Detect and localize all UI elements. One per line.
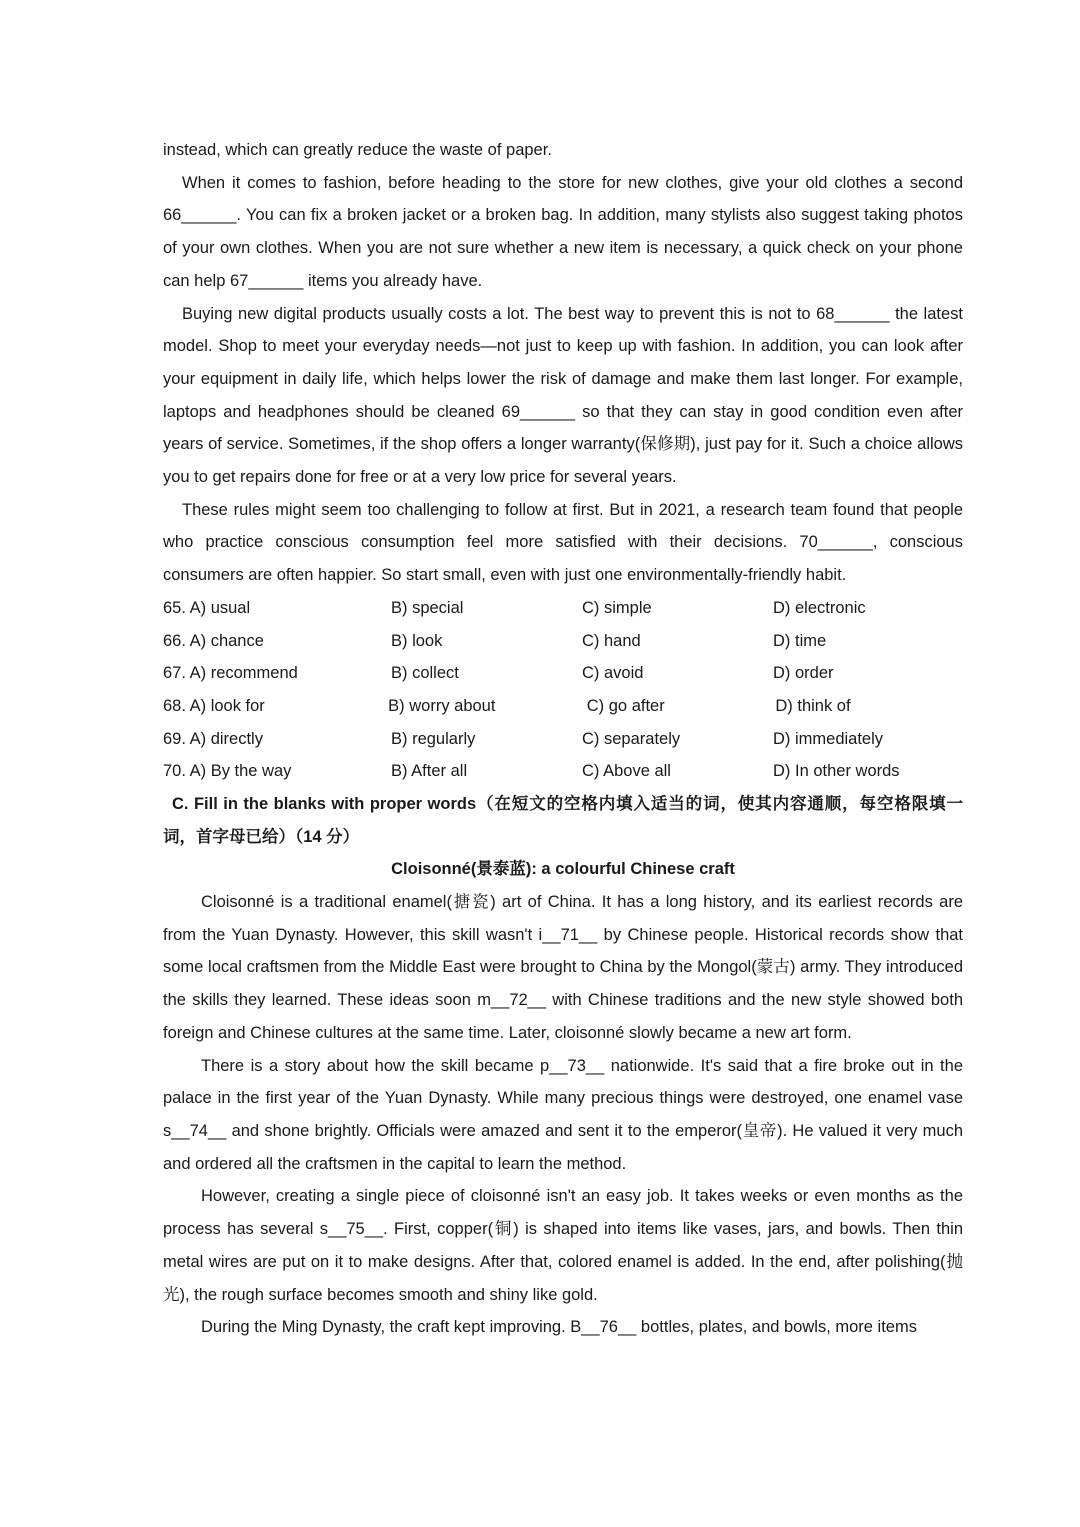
paragraph-story: There is a story about how the skill became p__73__ nationwide. It's said that a fire broke out in the palace in the first year of the Yuan Dynasty. While many precious things were destroyed, one enamel vase s__74__ and shone brightly. Officials were amazed and sent it to the emperor(皇帝). He valued it very much and ordered all the craftsmen in the capital to learn the method. [163,1056,963,1173]
paragraph-ming-dynasty: During the Ming Dynasty, the craft kept improving. B__76__ bottles, plates, and bowls, more items [201,1318,917,1337]
option-b: B) collect [391,664,459,683]
option-row-70 [163,755,963,788]
option-a: 66. A) chance [163,631,264,650]
option-row-65 [163,592,963,625]
option-c: C) separately [582,729,681,748]
option-d: D) electronic [773,598,866,617]
option-b: B) worry about [388,696,496,715]
answer-options [163,592,963,788]
document-body [163,134,963,1344]
option-row-68 [163,690,963,723]
option-a: 70. A) By the way [163,762,292,781]
option-d: D) think of [775,696,851,715]
option-c: C) hand [582,631,641,650]
paragraph-process: However, creating a single piece of cloisonné isn't an easy job. It takes weeks or even months as the process has several s__75__. First, copper(铜) is shaped into items like vases, jars, and bowls. Then thin metal wires are put on it to make designs. After that, colored enamel is added. In the end, after polishing(抛光), the rough surface becomes smooth and shiny like gold. [163,1187,963,1304]
paragraph-history: Cloisonné is a traditional enamel(搪瓷) art of China. It has a long history, and its earliest records are from the Yuan Dynasty. However, this skill wasn't i__71__ by Chinese people. Historical records show that some local craftsmen from the Middle East were brought to China by the Mongol(蒙古) army. They introduced the skills they learned. These ideas soon m__72__ with Chinese traditions and the new style showed both foreign and Chinese cultures at the same time. Later, cloisonné slowly became a new art form. [163,893,963,1042]
option-row-69 [163,723,963,756]
option-c: C) go after [586,696,665,715]
option-c: C) avoid [582,664,644,683]
paragraph-fashion: When it comes to fashion, before heading to the store for new clothes, give your old clothes a second 66______. You can fix a broken jacket or a broken bag. In addition, many stylists also suggest taking photos of your own clothes. When you are not sure whether a new item is necessary, a quick check on your phone can help 67______ items you already have. [163,173,963,290]
option-d: D) In other words [773,762,900,781]
passage-title: Cloisonné(景泰蓝): a colourful Chinese craft [391,860,735,879]
option-a: 69. A) directly [163,729,263,748]
option-row-66 [163,625,963,658]
option-a: 67. A) recommend [163,664,298,683]
option-b: B) regularly [391,729,476,748]
option-c: C) simple [582,598,652,617]
option-a: 68. A) look for [163,696,265,715]
option-d: D) time [773,631,827,650]
paragraph-continuation: instead, which can greatly reduce the waste of paper. [163,141,552,159]
section-c-heading: C. Fill in the blanks with proper words（在短文的空格内填入适当的词，使其内容通顺，每空格限填一词，首字母已给）（14 分） [163,794,963,846]
option-b: B) look [391,631,443,650]
option-d: D) order [773,664,834,683]
option-a: 65. A) usual [163,598,251,617]
option-c: C) Above all [582,762,671,781]
paragraph-digital-products: Buying new digital products usually costs a lot. The best way to prevent this is not to 68______ the latest model. Shop to meet your everyday needs—not just to keep up with fashion. In addition, you can look after your equipment in daily life, which helps lower the risk of damage and make them last longer. For example, laptops and headphones should be cleaned 69______ so that they can stay in good condition even after years of service. Sometimes, if the shop offers a longer warranty(保修期), just pay for it. Such a choice allows you to get repairs done for free or at a very low price for several years. [163,304,963,487]
option-b: B) special [391,598,464,617]
paragraph-conclusion: These rules might seem too challenging to follow at first. But in 2021, a research team found that people who practice conscious consumption feel more satisfied with their decisions. 70______, conscious consumers are often happier. So start small, even with just one environmentally-friendly habit. [163,500,963,585]
option-d: D) immediately [773,729,884,748]
option-b: B) After all [391,762,468,781]
option-row-67 [163,657,963,690]
